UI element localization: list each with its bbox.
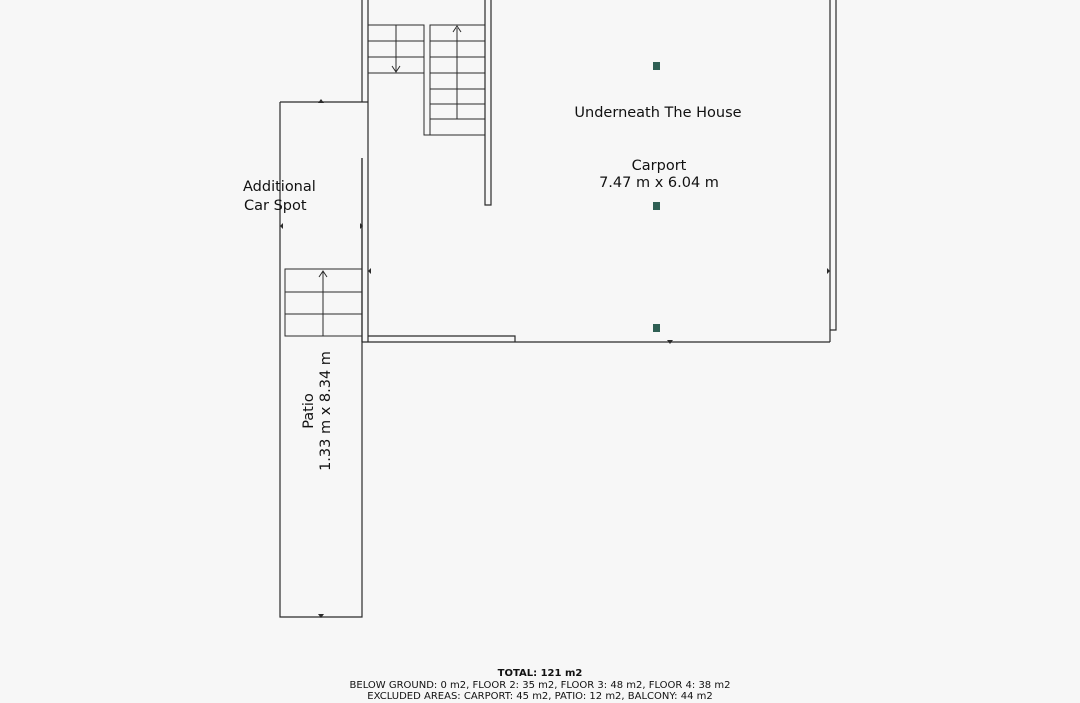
excluded-areas: EXCLUDED AREAS: CARPORT: 45 m2, PATIO: 12 m2, BALCONY: 44 m2 — [367, 691, 713, 702]
car-spot-line2: Car Spot — [244, 198, 307, 214]
patio-dims: 1.33 m x 8.34 m — [318, 351, 334, 471]
patio-stairs — [285, 269, 362, 336]
partition-wall — [485, 0, 491, 205]
carport-name: Carport — [631, 158, 687, 174]
carport-wall-right-outer — [830, 0, 836, 330]
area-summary — [350, 668, 731, 703]
carport-bottom-threshold — [368, 336, 515, 342]
patio-label — [301, 351, 335, 471]
fixture-markers — [653, 62, 660, 332]
total-area: TOTAL: 121 m2 — [497, 668, 583, 679]
stairs-up — [430, 25, 485, 135]
carport-dims: 7.47 m x 6.04 m — [599, 175, 719, 191]
stairs-down — [368, 25, 424, 73]
underneath-title: Underneath The House — [574, 105, 742, 121]
car-spot-line1: Additional — [243, 179, 316, 195]
floor-breakdown: BELOW GROUND: 0 m2, FLOOR 2: 35 m2, FLOOR 3: 48 m2, FLOOR 4: 38 m2 — [349, 679, 731, 691]
stair-landing — [424, 25, 430, 135]
patio-name: Patio — [301, 393, 317, 429]
